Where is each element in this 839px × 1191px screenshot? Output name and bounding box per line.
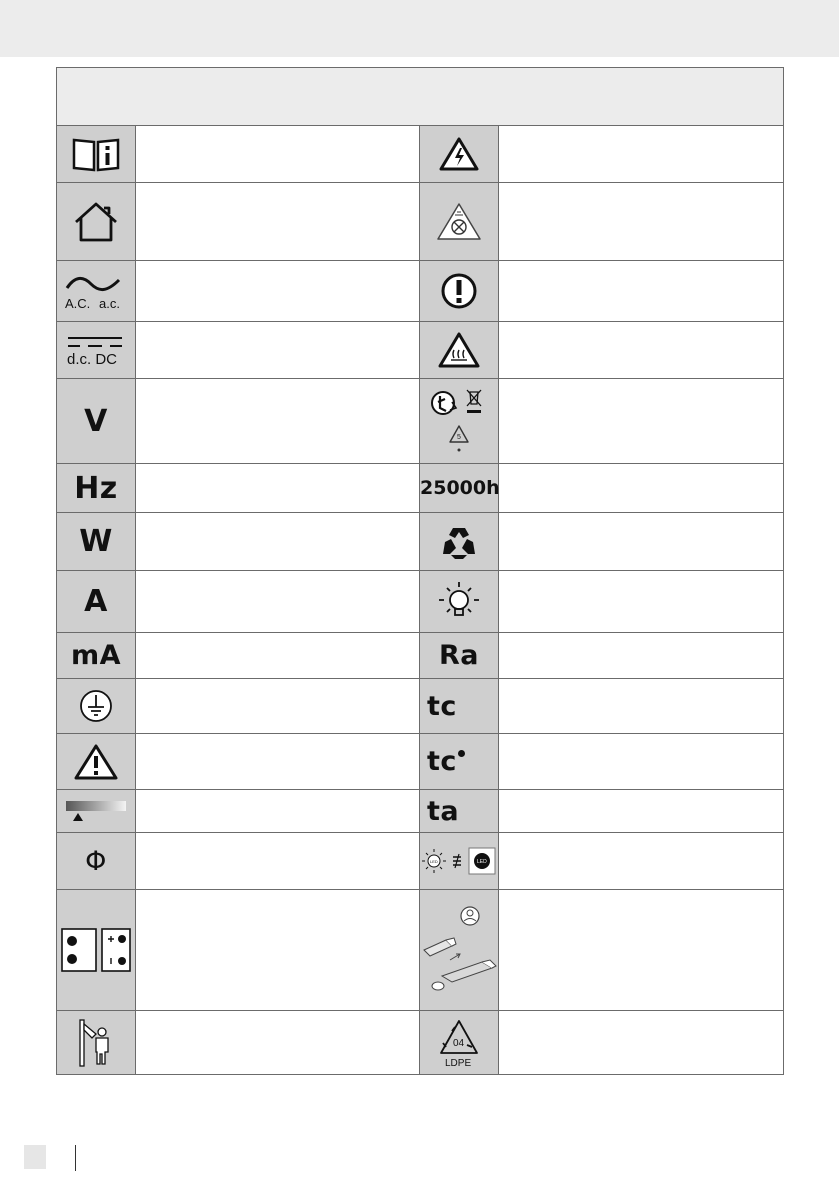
color-rendering-symbol: Ra xyxy=(438,640,479,671)
earth-ground-icon xyxy=(77,687,115,725)
description-cell xyxy=(136,322,420,379)
table-row xyxy=(57,261,784,322)
description-cell xyxy=(136,126,420,183)
symbol-cell xyxy=(57,126,136,183)
important-notice-icon xyxy=(439,271,479,311)
led-label-left: LED xyxy=(430,859,438,864)
description-cell xyxy=(499,513,784,571)
ta-symbol: ta xyxy=(427,795,460,827)
description-cell xyxy=(499,633,784,679)
symbol-cell xyxy=(57,183,136,261)
symbol-cell xyxy=(420,513,499,571)
indoor-use-icon xyxy=(71,200,121,244)
electric-shock-warning-icon xyxy=(438,136,480,172)
description-cell xyxy=(136,261,420,322)
hot-surface-warning-icon xyxy=(437,331,481,369)
table-row xyxy=(57,790,784,833)
degree-dot-icon xyxy=(458,750,465,757)
symbol-cell xyxy=(420,126,499,183)
description-cell xyxy=(136,571,420,633)
symbol-cell xyxy=(57,734,136,790)
description-cell xyxy=(499,464,784,513)
table-row xyxy=(57,126,784,183)
description-cell xyxy=(499,679,784,734)
ac-current-icon xyxy=(61,270,131,312)
table-row xyxy=(57,890,784,1011)
table-row xyxy=(57,183,784,261)
ac-label: A.C. xyxy=(65,296,91,311)
symbol-cell xyxy=(420,734,499,790)
description-cell xyxy=(136,379,420,464)
light-bulb-icon xyxy=(436,579,482,625)
symbol-cell xyxy=(57,513,136,571)
table-row xyxy=(57,571,784,633)
ldpe-recycling-icon xyxy=(436,1017,482,1069)
read-manual-icon xyxy=(70,134,122,174)
dc-label: d.c. DC xyxy=(67,351,118,368)
description-cell xyxy=(499,1011,784,1075)
tc-degree-symbol: tc xyxy=(427,746,457,777)
description-cell xyxy=(136,790,420,833)
symbol-cell xyxy=(420,571,499,633)
lifetime-hours-symbol: 25000h xyxy=(420,477,500,499)
description-cell xyxy=(136,890,420,1011)
hertz-symbol: Hz xyxy=(74,470,118,506)
caution-icon xyxy=(73,743,119,781)
description-cell xyxy=(136,183,420,261)
symbol-cell xyxy=(57,379,136,464)
symbol-cell xyxy=(57,633,136,679)
description-cell xyxy=(499,890,784,1011)
led-installation-icon xyxy=(420,902,498,998)
recycling-code: 04 xyxy=(453,1037,465,1049)
table-header-row xyxy=(57,68,784,126)
symbol-cell xyxy=(420,322,499,379)
table-title xyxy=(57,68,784,126)
symbol-cell xyxy=(57,790,136,833)
table-row xyxy=(57,633,784,679)
disposal-icons xyxy=(426,384,492,458)
symbol-cell xyxy=(420,261,499,322)
table-row xyxy=(57,513,784,571)
table-row xyxy=(57,464,784,513)
symbol-cell xyxy=(57,261,136,322)
table-row xyxy=(57,322,784,379)
symbol-cell xyxy=(420,183,499,261)
description-cell xyxy=(499,126,784,183)
description-cell xyxy=(499,833,784,890)
symbol-cell xyxy=(420,833,499,890)
do-not-look-into-light-icon xyxy=(435,201,483,243)
volt-symbol: V xyxy=(84,403,108,439)
symbol-cell xyxy=(420,464,499,513)
description-cell xyxy=(499,322,784,379)
description-cell xyxy=(136,513,420,571)
table-row xyxy=(57,379,784,464)
polarity-icon xyxy=(60,927,132,973)
table-row xyxy=(57,734,784,790)
symbol-cell xyxy=(57,322,136,379)
description-cell xyxy=(136,734,420,790)
description-cell xyxy=(136,1011,420,1075)
ac-label-lower: a.c. xyxy=(99,296,120,311)
dc-current-icon xyxy=(63,331,129,369)
flux-symbol: Φ xyxy=(85,845,107,877)
watt-symbol: W xyxy=(79,524,113,559)
description-cell xyxy=(136,633,420,679)
description-cell xyxy=(136,464,420,513)
description-cell xyxy=(499,261,784,322)
symbol-cell xyxy=(420,890,499,1011)
footer-divider xyxy=(75,1145,76,1171)
symbol-cell xyxy=(420,679,499,734)
ampere-symbol: A xyxy=(84,584,108,619)
dimmer-icon xyxy=(64,797,128,825)
description-cell xyxy=(136,679,420,734)
symbol-cell xyxy=(57,833,136,890)
symbol-cell xyxy=(57,890,136,1011)
symbol-cell xyxy=(420,1011,499,1075)
symbol-cell xyxy=(420,379,499,464)
symbol-cell xyxy=(57,1011,136,1075)
symbol-cell xyxy=(57,571,136,633)
symbol-cell xyxy=(57,464,136,513)
table-row xyxy=(57,1011,784,1075)
description-cell xyxy=(499,183,784,261)
page-number-box xyxy=(24,1145,46,1169)
description-cell xyxy=(136,833,420,890)
milliampere-symbol: mA xyxy=(70,640,122,671)
table-row xyxy=(57,833,784,890)
recycling-icon xyxy=(439,524,479,560)
led-replaceable-icon xyxy=(421,846,497,876)
description-cell xyxy=(499,790,784,833)
symbol-cell xyxy=(57,679,136,734)
child-safety-icon xyxy=(76,1018,116,1068)
page-header-band xyxy=(0,0,839,57)
symbol-cell xyxy=(420,790,499,833)
recycling-material: LDPE xyxy=(445,1057,472,1069)
tc-symbol: tc xyxy=(427,690,457,722)
description-cell xyxy=(499,734,784,790)
description-cell xyxy=(499,379,784,464)
tidyman-number: 5 xyxy=(457,434,461,441)
description-cell xyxy=(499,571,784,633)
led-label-right: LED xyxy=(477,859,487,865)
table-row xyxy=(57,679,784,734)
symbol-legend-table xyxy=(56,67,784,1075)
symbol-cell xyxy=(420,633,499,679)
